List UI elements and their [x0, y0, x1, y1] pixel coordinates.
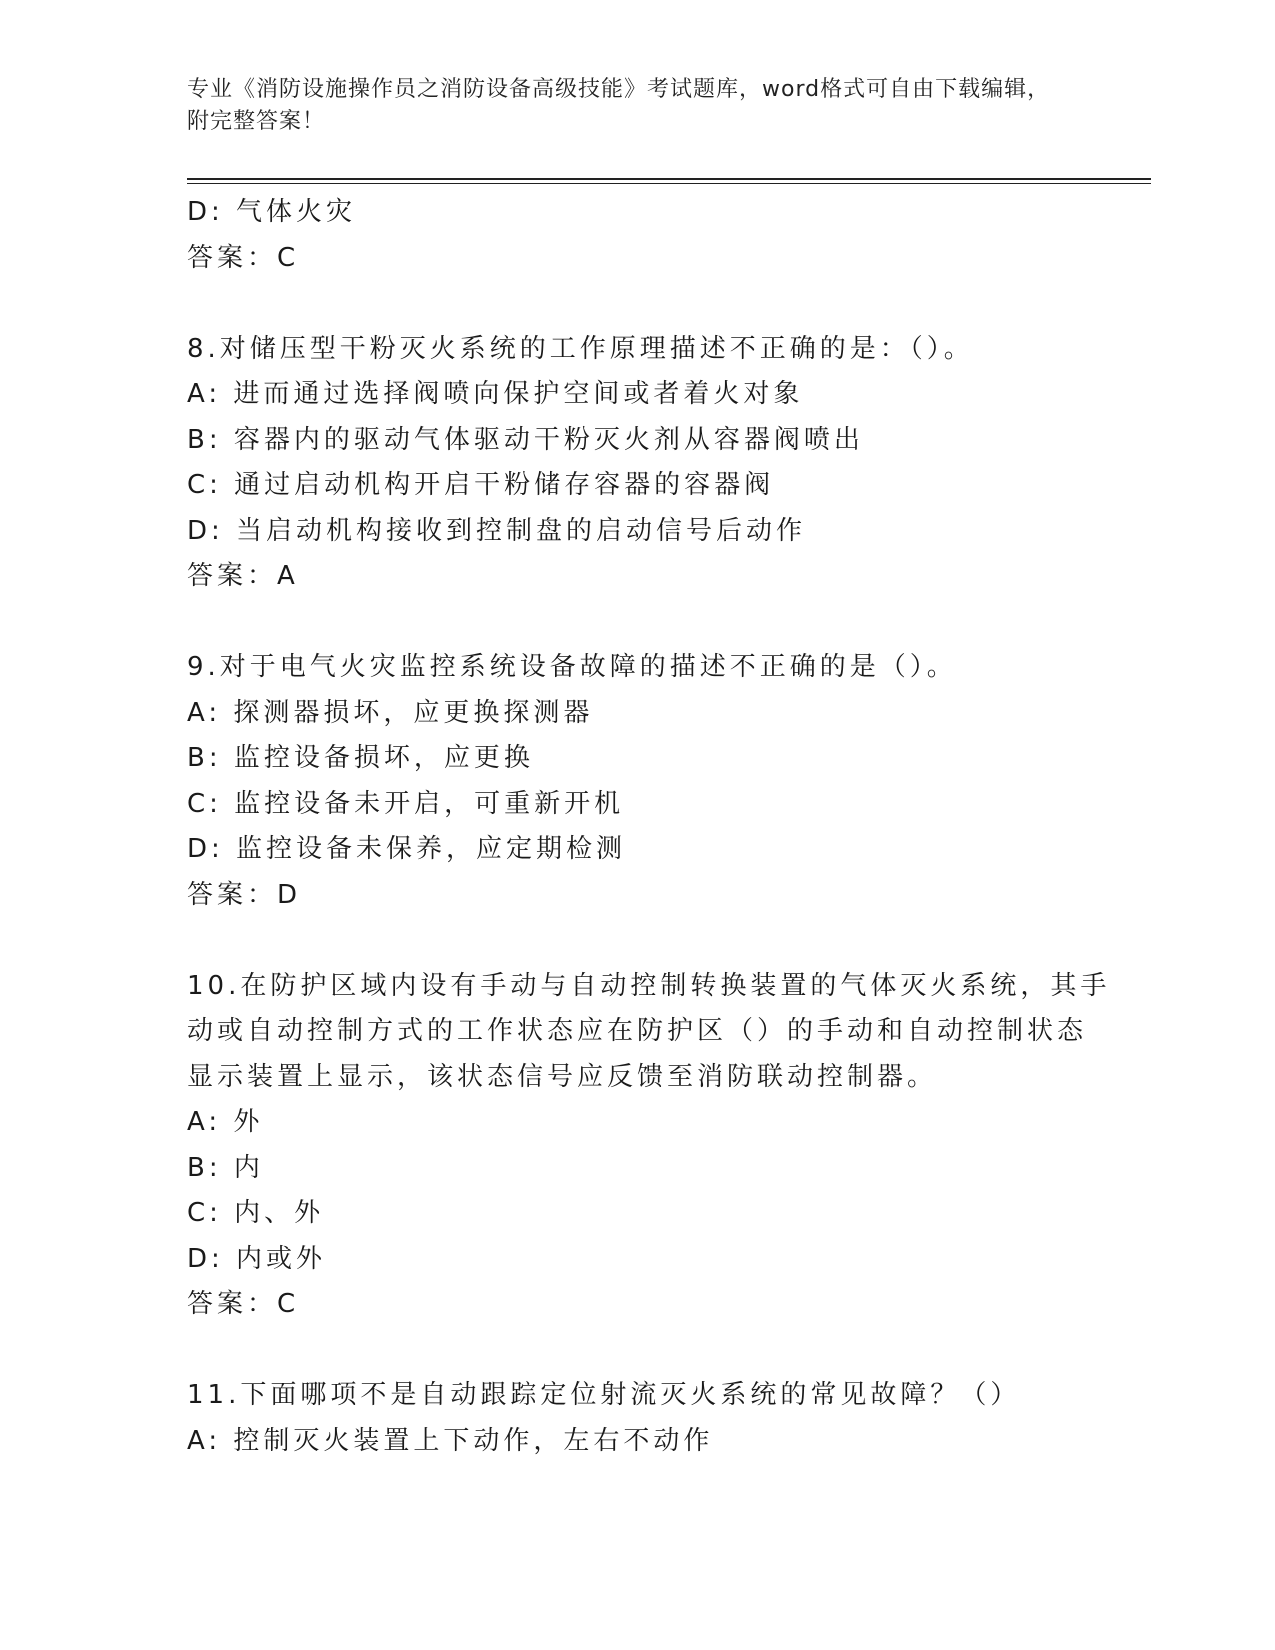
spacer — [187, 1328, 1087, 1374]
document-header — [187, 74, 1067, 138]
question-10-text-line-3: 显示装置上显示，该状态信号应反馈至消防联动控制器。 — [187, 1061, 938, 1092]
spacer — [187, 600, 1087, 646]
question-8-option-c: C: 通过启动机构开启干粉储存容器的容器阀 — [187, 470, 775, 500]
question-10-option-b: B: 内 — [187, 1152, 264, 1183]
question-11-text: 11.下面哪项不是自动跟踪定位射流灭火系统的常见故障？（） — [187, 1380, 1021, 1410]
option-d: D: 气体火灾 — [187, 197, 357, 227]
spacer — [187, 918, 1087, 964]
question-8-option-d: D: 当启动机构接收到控制盘的启动信号后动作 — [187, 515, 807, 546]
question-9-text: 9.对于电气火灾监控系统设备故障的描述不正确的是（）。 — [187, 652, 957, 682]
question-9-option-b: B: 监控设备损坏，应更换 — [187, 743, 534, 773]
question-9-option-a: A: 探测器损坏，应更换探测器 — [187, 697, 594, 728]
question-11-option-a: A: 控制灭火装置上下动作，左右不动作 — [187, 1425, 714, 1456]
question-9-option-c: C: 监控设备未开启，可重新开机 — [187, 788, 625, 819]
question-list — [187, 190, 1111, 1464]
question-10-text-line-2: 动或自动控制方式的工作状态应在防护区（）的手动和自动控制状态 — [187, 1016, 1088, 1046]
question-8-answer: 答案：A — [187, 561, 299, 591]
header-divider-thick — [187, 178, 1151, 180]
question-9-answer: 答案：D — [187, 879, 302, 910]
question-10-answer: 答案：C — [187, 1289, 300, 1319]
question-10-option-d: D: 内或外 — [187, 1243, 327, 1274]
question-10-option-c: C: 内、外 — [187, 1198, 325, 1228]
answer-line: 答案：C — [187, 242, 300, 273]
header-divider-thin — [187, 183, 1151, 184]
question-10-text-line-1: 10.在防护区域内设有手动与自动控制转换装置的气体灭火系统，其手 — [187, 970, 1111, 1001]
spacer — [187, 281, 1087, 327]
question-8-option-b: B: 容器内的驱动气体驱动干粉灭火剂从容器阀喷出 — [187, 424, 864, 455]
header-text: 专业《消防设施操作员之消防设备高级技能》考试题库，word格式可自由下载编辑，附完整答案！ — [187, 77, 1051, 134]
question-10-option-a: A: 外 — [187, 1107, 264, 1137]
question-8-option-a: A: 进而通过选择阀喷向保护空间或者着火对象 — [187, 379, 804, 409]
question-9-option-d: D: 监控设备未保养，应定期检测 — [187, 834, 627, 864]
question-8-text: 8.对储压型干粉灭火系统的工作原理描述不正确的是：（）。 — [187, 333, 974, 364]
